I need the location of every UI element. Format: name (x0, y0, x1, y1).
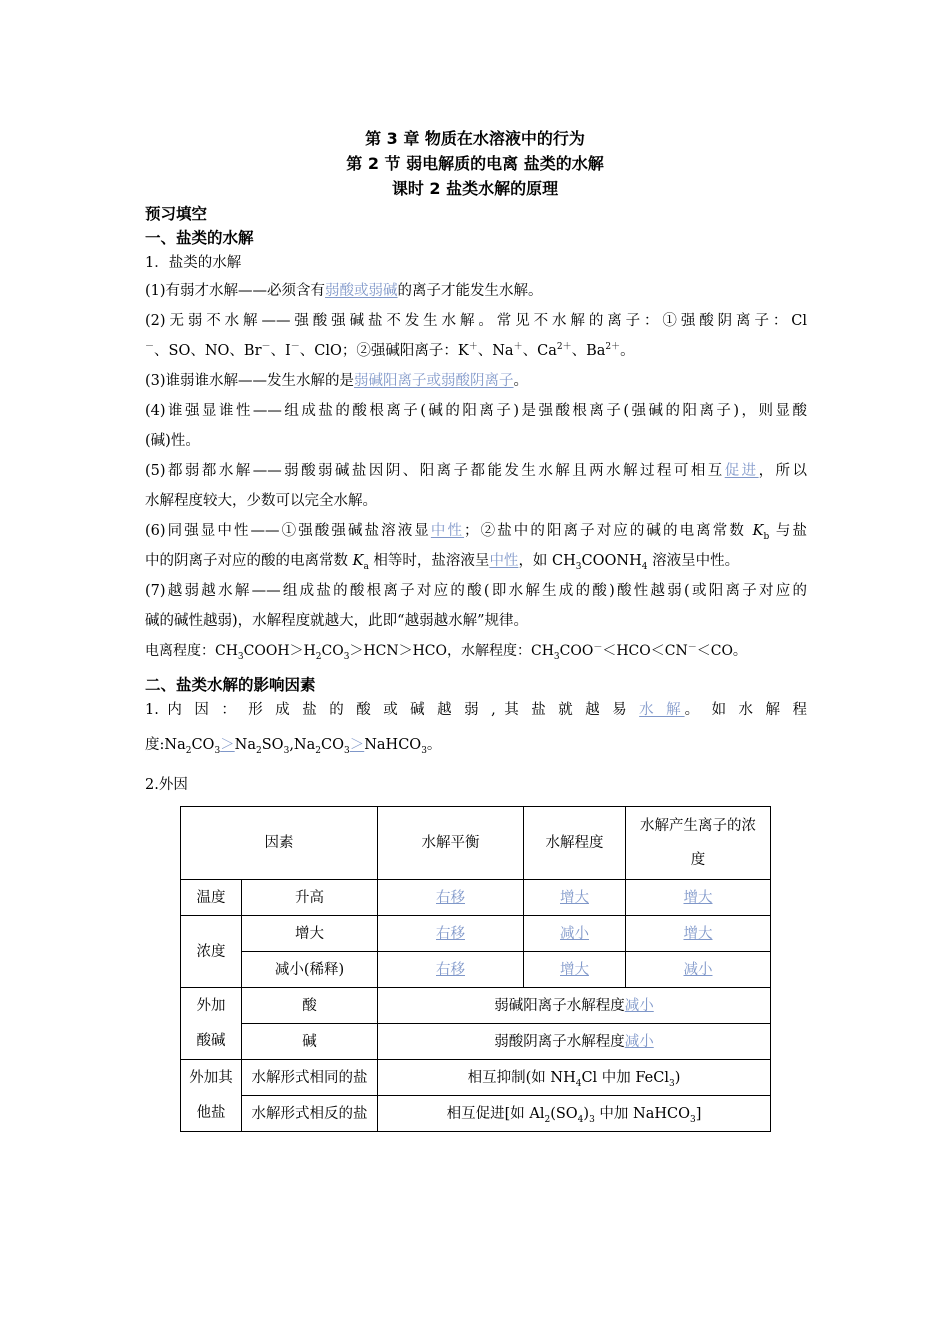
sub: 2 (315, 651, 322, 662)
cell-answer (378, 916, 524, 952)
cell-rise: 升高 (242, 880, 378, 916)
cell-temp: 温度 (181, 880, 242, 916)
cell-answer (524, 880, 626, 916)
sub: 3 (589, 1114, 595, 1125)
rule-6-line2 (145, 546, 807, 576)
table-row (181, 1060, 771, 1096)
rule-3-text: (3)谁弱谁水解——发生水解的是 (145, 373, 355, 389)
text: ) (674, 1069, 681, 1086)
sub: 3 (575, 561, 582, 572)
sup: － (261, 342, 271, 353)
answer: 增大 (560, 961, 589, 978)
text: 外加 (196, 997, 226, 1014)
sup: － (145, 342, 155, 353)
text: ,Na (289, 737, 316, 753)
text: 、SO、NO、Br (154, 343, 262, 359)
document-body (145, 202, 807, 803)
text: 水解产生离子的浓 (640, 818, 756, 834)
cell-opp-form: 水解形式相反的盐 (242, 1096, 378, 1132)
rule-1-blank: 弱酸或弱碱 (325, 283, 398, 299)
sub: 4 (575, 1078, 582, 1089)
rule-2-line1: (2)无弱不水解——强酸强碱盐不发生水解。常见不水解的离子：①强酸阴离子：Cl (145, 313, 807, 329)
answer: 减小 (683, 961, 713, 978)
rule-1-text-end: 的离子才能发生水解。 (397, 283, 543, 299)
part1-heading: 一、盐类的水解 (145, 229, 254, 247)
text: ，如 CH (518, 553, 576, 569)
text: COONH (581, 553, 642, 569)
title-block (0, 126, 950, 201)
cell-add-salt (181, 1060, 242, 1132)
section-title: 第 2 节 弱电解质的电离 盐类的水解 (346, 154, 604, 173)
text: 弱酸阴离子水解程度 (494, 1033, 625, 1050)
text: CO (191, 737, 215, 753)
lesson-title: 课时 2 盐类水解的原理 (391, 179, 559, 198)
ka-symbol: K (352, 553, 364, 569)
answer: 右移 (436, 961, 465, 978)
text: CO (321, 737, 344, 753)
text: (6)同强显中性——①强酸强碱盐溶液显 (145, 523, 431, 539)
rule-3 (145, 366, 807, 396)
answer: 增大 (560, 889, 589, 906)
sub: 3 (214, 745, 221, 756)
rule-6-blank-2: 中性 (489, 553, 519, 569)
rule-4-line1: (4)谁强显谁性——组成盐的酸根离子(碱的阳离子)是强酸根离子(强碱的阳离子)，则显酸 (145, 403, 807, 419)
text: 相等时，盐溶液呈 (368, 553, 490, 569)
sup: 2＋ (605, 342, 621, 353)
sub: 2 (544, 1114, 551, 1125)
text: 、I (270, 343, 291, 359)
cell-answer (378, 952, 524, 988)
table-row (181, 1024, 771, 1060)
table-row (181, 916, 771, 952)
gt-blank: ＞ (220, 737, 235, 753)
cell-answer (626, 880, 771, 916)
text: (SO (550, 1105, 578, 1122)
table-row (181, 988, 771, 1024)
cell-base: 碱 (242, 1024, 378, 1060)
text: ＜CO。 (696, 643, 747, 659)
rule-4-line2: (碱)性。 (145, 433, 200, 449)
internal-cause-blank: 水 解 (639, 702, 685, 718)
factors-table (180, 806, 771, 1132)
text: 、Ba (571, 343, 606, 359)
kb-symbol: K (752, 523, 764, 539)
text: ；②盐中的阳离子对应的碱的电离常数 (464, 523, 753, 539)
answer: 增大 (683, 925, 713, 942)
rule-1 (145, 276, 807, 306)
text: 、ClO；②强碱阳离子：K (299, 343, 469, 359)
answer: 减小 (560, 925, 589, 942)
sub: 3 (283, 745, 290, 756)
text: (5)都弱都水解——弱酸弱碱盐因阴、阳离子都能发生水解且两水解过程可相互 (145, 463, 725, 479)
sub: 3 (553, 651, 560, 662)
table-row (181, 1096, 771, 1132)
internal-cause-line1 (145, 697, 807, 723)
sub: 4 (641, 561, 648, 572)
header-factor: 因素 (181, 807, 378, 880)
sup: ＋ (468, 342, 478, 353)
sub: 3 (343, 651, 350, 662)
table-row (181, 880, 771, 916)
sub: 3 (690, 1114, 696, 1125)
sub: 3 (343, 745, 350, 756)
text: CO (321, 643, 344, 659)
sup: ＋ (513, 342, 523, 353)
sub: 3 (668, 1078, 675, 1089)
text: NaHCO (364, 737, 422, 753)
sub: 4 (577, 1114, 584, 1125)
text: Na (234, 737, 257, 753)
text: 中加 NaHCO (594, 1105, 690, 1122)
part2-heading: 二、盐类水解的影响因素 (145, 676, 316, 694)
text: 相互促进[如 Al (446, 1105, 545, 1122)
answer: 减小 (624, 997, 654, 1014)
text: 中的阴离子对应的酸的电离常数 (145, 553, 353, 569)
text: 1. 内 因 ： 形 成 盐 的 酸 或 碱 越 弱 , 其 盐 就 越 易 (145, 702, 631, 718)
cell-base-effect (378, 1024, 771, 1060)
sup: 2＋ (556, 342, 572, 353)
table-row (181, 807, 771, 880)
internal-cause-line2: 度$:Na_2CO_3>Na_2SO_3,Na_2CO_3>NaHCO_3$。 (145, 737, 442, 756)
text: 电离程度：CH (145, 643, 238, 659)
text: SO (261, 737, 284, 753)
answer: 右移 (436, 925, 465, 942)
text: 度 (690, 852, 706, 868)
answer: 右移 (436, 889, 465, 906)
text: 。 (620, 343, 635, 359)
rule-6-line1 (145, 516, 807, 546)
text: 。 如 水 解 程 (684, 702, 808, 718)
text: 酸碱 (196, 1032, 226, 1049)
cell-answer (524, 952, 626, 988)
text: 、Na (477, 343, 514, 359)
text: ＞HCN＞HCO，水解程度：CH (349, 643, 554, 659)
gt-blank: ＞ (349, 737, 365, 753)
sub: a (363, 561, 369, 572)
sub: b (763, 531, 770, 542)
rule-5-blank: 促进 (724, 463, 759, 479)
cell-conc: 浓度 (181, 916, 242, 988)
text: ，所以 (758, 463, 807, 479)
text: 、Ca (522, 343, 557, 359)
sub: 3 (237, 651, 244, 662)
header-balance: 水解平衡 (378, 807, 524, 880)
text: 溶液呈中性。 (647, 553, 740, 569)
external-cause-label: 2.外因 (145, 777, 188, 793)
text: 相互抑制(如 NH (467, 1069, 576, 1086)
cell-same-effect (378, 1060, 771, 1096)
cell-answer (378, 880, 524, 916)
rule-2-line2 (145, 336, 807, 366)
sup: － (593, 642, 603, 653)
text: 他盐 (196, 1104, 226, 1121)
text: ] (695, 1105, 702, 1122)
part1-sub1: 1．盐类的水解 (145, 255, 242, 271)
rule-7-line1: (7)越弱越水解——组成盐的酸根离子对应的酸(即水解生成的酸)酸性越弱(或阳离子对应的 (145, 583, 807, 599)
cell-same-form: 水解形式相同的盐 (242, 1060, 378, 1096)
answer: 增大 (683, 889, 713, 906)
sub: 3 (421, 745, 427, 756)
cell-inc: 增大 (242, 916, 378, 952)
cell-answer (626, 916, 771, 952)
rule-7-line2: 碱的碱性越弱)，水解程度就越大，此即“越弱越水解”规律。 (145, 613, 528, 629)
spacer (145, 666, 807, 673)
text: ) (583, 1105, 590, 1122)
chapter-title: 第 3 章 物质在水溶液中的行为 (365, 129, 585, 148)
answer: 减小 (624, 1033, 654, 1050)
cell-dec: 减小(稀释) (242, 952, 378, 988)
header-conc (626, 807, 771, 880)
cell-acid: 酸 (242, 988, 378, 1024)
text: Cl 中加 FeCl (581, 1069, 669, 1086)
header-degree: 水解程度 (524, 807, 626, 880)
table-row (181, 952, 771, 988)
rule-3-text-end: 。 (513, 373, 529, 389)
rule-5-line1 (145, 456, 807, 486)
sup: － (290, 342, 300, 353)
preview-heading: 预习填空 (145, 205, 208, 223)
cell-answer (524, 916, 626, 952)
rule-3-blank: 弱碱阳离子或弱酸阴离子 (354, 373, 514, 389)
text: ＜HCO＜CN (602, 643, 688, 659)
text: COOH＞H (243, 643, 316, 659)
rule-1-text: (1)有弱才水解——必须含有 (145, 283, 326, 299)
text: 弱碱阳离子水解程度 (494, 997, 625, 1014)
text: COO (559, 643, 594, 659)
cell-add-acid-base (181, 988, 242, 1060)
ionization-order (145, 636, 807, 666)
text: 度:Na (145, 737, 186, 753)
rule-6-blank-1: 中性 (430, 523, 465, 539)
sup: － (687, 642, 697, 653)
cell-acid-effect (378, 988, 771, 1024)
text: 。 (426, 737, 442, 753)
text: 外加其 (189, 1069, 233, 1086)
cell-opp-effect (378, 1096, 771, 1132)
rule-5-line2: 水解程度较大，少数可以完全水解。 (145, 493, 377, 509)
text: 与盐 (769, 523, 808, 539)
cell-answer (626, 952, 771, 988)
